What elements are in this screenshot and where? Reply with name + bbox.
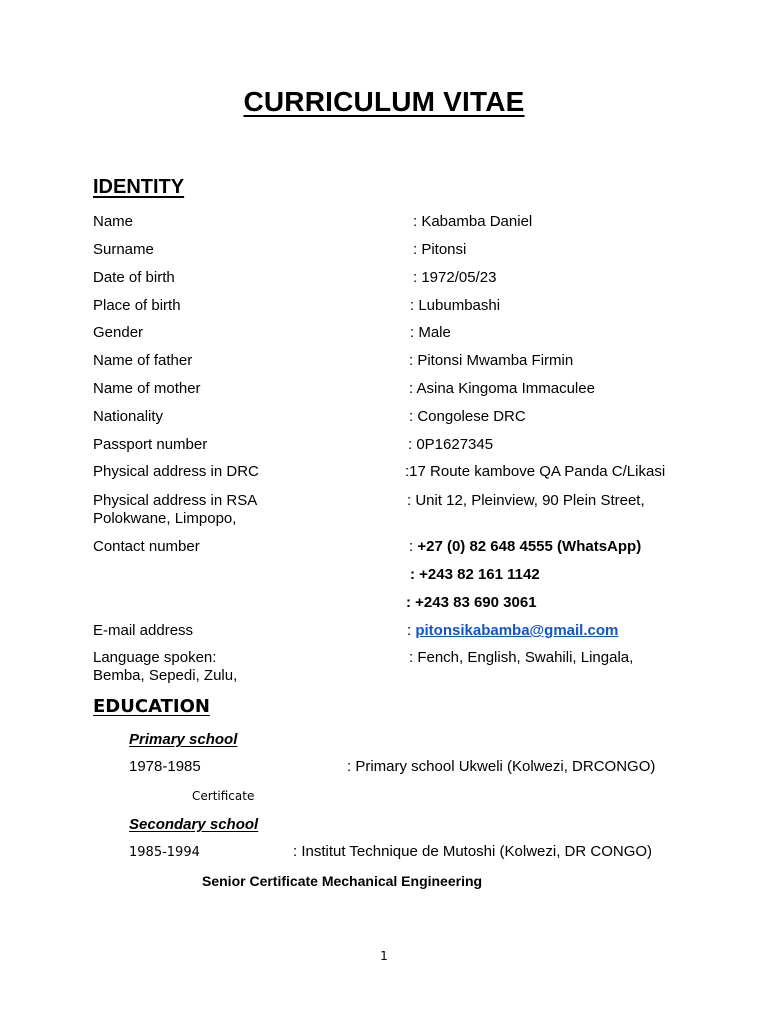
primary-school-award: Certificate [192,789,255,803]
row-value: : Unit 12, Pleinview, 90 Plein Street, [407,492,645,509]
primary-school-heading: Primary school [129,731,238,748]
row-value: : Lubumbashi [410,297,501,314]
email-value [407,622,618,640]
email-link[interactable]: pitonsikabamba@gmail.com [415,622,619,639]
address-rsa-continuation: Polokwane, Limpopo, [93,510,237,527]
row-label: Nationality [93,408,164,425]
contact-prefix: : [409,538,418,555]
row-value: : Kabamba Daniel [413,213,533,230]
contact-number: +27 (0) 82 648 4555 (WhatsApp) [417,538,642,555]
languages-continuation: Bemba, Sepedi, Zulu, [93,667,238,684]
row-value: : 1972/05/23 [413,269,497,286]
row-label: Language spoken: [93,649,217,666]
contact-number-primary [409,538,641,556]
page-number: 1 [380,949,388,963]
secondary-school-heading: Secondary school [129,816,259,833]
row-value: : Pitonsi [413,241,467,258]
secondary-school-years: 1985-1994 [129,845,200,860]
secondary-school-name: : Institut Technique de Mutoshi (Kolwezi, DR CONGO) [293,843,653,860]
contact-number: : +243 83 690 3061 [406,594,537,611]
row-value: : Asina Kingoma Immaculee [409,380,595,397]
row-label: Gender [93,324,144,341]
row-value: : Fench, English, Swahili, Lingala, [409,649,634,666]
row-value: : Pitonsi Mwamba Firmin [409,352,574,369]
education-heading: EDUCATION [93,696,210,717]
row-label: Name of father [93,352,193,369]
row-label: Place of birth [93,297,181,314]
row-value: : Congolese DRC [409,408,526,425]
row-value: : 0P1627345 [408,436,494,453]
row-label: Name [93,213,134,230]
page-title: CURRICULUM VITAE [243,86,525,117]
row-value: : Male [410,324,451,341]
contact-number: : +243 82 161 1142 [410,566,540,583]
row-label: E-mail address [93,622,194,639]
email-prefix: : [407,622,416,639]
row-label: Physical address in RSA [93,492,258,509]
primary-school-name: : Primary school Ukweli (Kolwezi, DRCONGO) [347,758,656,775]
row-label: Surname [93,241,154,258]
row-label: Date of birth [93,269,175,286]
row-label: Passport number [93,436,208,453]
primary-school-years: 1978-1985 [129,758,201,775]
row-label: Name of mother [93,380,201,397]
row-value: :17 Route kambove QA Panda C/Likasi [405,463,666,480]
row-label: Physical address in DRC [93,463,259,480]
identity-heading: IDENTITY [93,176,185,198]
row-label: Contact number [93,538,200,555]
secondary-school-award: Senior Certificate Mechanical Engineering [202,873,483,889]
